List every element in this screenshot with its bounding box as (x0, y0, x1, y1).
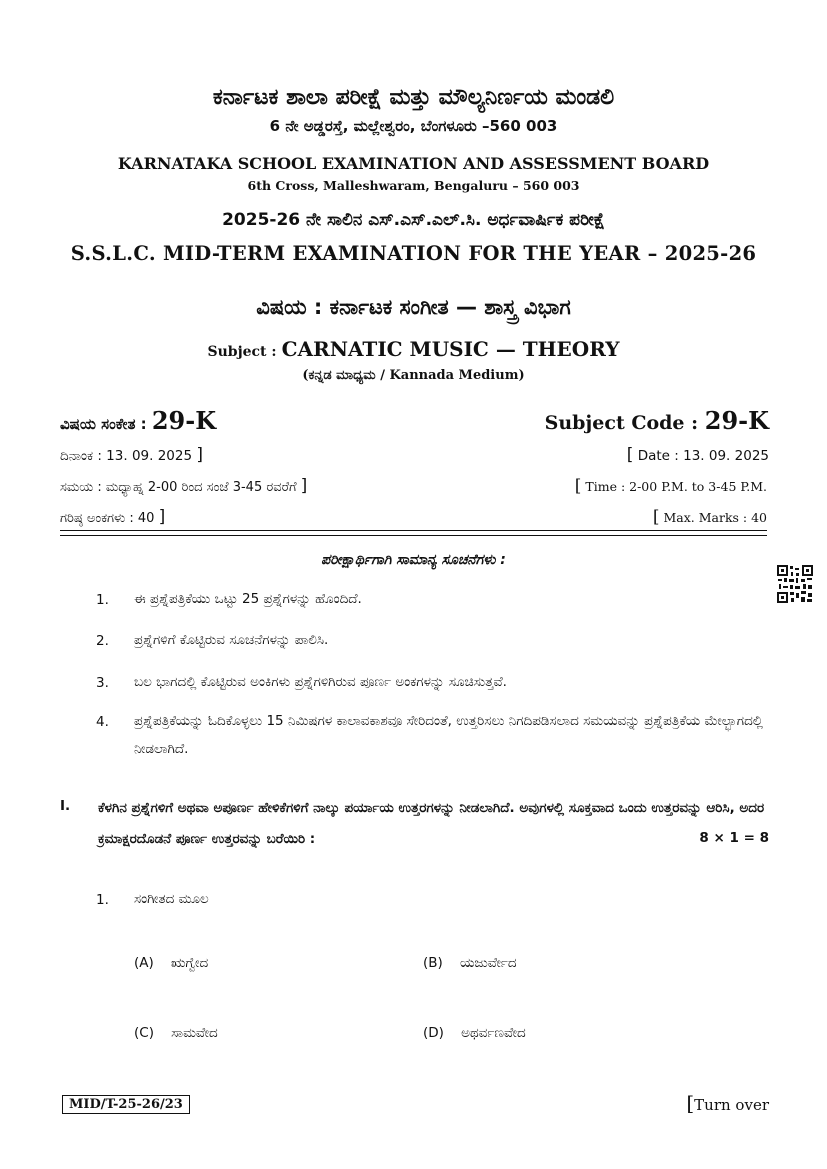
qr-code-icon (776, 564, 814, 604)
subject-english (0, 337, 827, 361)
turn-over-text: Turn over (694, 1096, 769, 1114)
paper-code: MID/T-25-26/23 (62, 1095, 190, 1114)
time-kannada-text: ಸಮಯ : ಮಧ್ಯಾಹ್ನ 2-00 ರಿಂದ ಸಂಜೆ 3-45 ರವರೆಗೆ (60, 480, 297, 495)
subject-value: CARNATIC MUSIC — THEORY (281, 337, 620, 361)
header-divider-top (60, 530, 767, 531)
instruction-text: ಪ್ರಶ್ನೆಗಳಿಗೆ ಕೊಟ್ಟಿರುವ ಸೂಚನೆಗಳನ್ನು ಪಾಲಿಸಿ. (134, 632, 329, 648)
option-text: ಯಜುರ್ವೇದ (459, 955, 517, 971)
date-kannada-text: ದಿನಾಂಕ : 13. 09. 2025 (60, 448, 193, 464)
date-english: [ Date : 13. 09. 2025 (626, 445, 769, 465)
option-label: (B) (423, 955, 443, 971)
instruction-number: 4. (96, 714, 109, 730)
subject-label: Subject : (207, 344, 277, 360)
time-english-text: Time : 2-00 P.M. to 3-45 P.M. (585, 479, 767, 494)
subject-code-kannada-label: ವಿಷಯ ಸಂಕೇತ : (60, 415, 147, 433)
header-divider-bottom (60, 535, 767, 536)
date-english-text: Date : 13. 09. 2025 (637, 448, 769, 464)
option-label: (A) (134, 955, 154, 971)
subject-code-english-value: 29-K (704, 406, 769, 435)
instruction-number: 2. (96, 633, 109, 649)
board-address-kannada: 6 ನೇ ಅಡ್ಡರಸ್ತೆ, ಮಲ್ಲೇಶ್ವರಂ, ಬೆಂಗಳೂರು –560 003 (269, 117, 558, 135)
instruction-text: ಈ ಪ್ರಶ್ನೆಪತ್ರಿಕೆಯು ಒಟ್ಟು 25 ಪ್ರಶ್ನೆಗಳನ್ನು ಹೊಂದಿದೆ. (134, 591, 362, 607)
question-text: ಸಂಗೀತದ ಮೂಲ (134, 891, 209, 907)
instruction-text: ಪ್ರಶ್ನೆಪತ್ರಿಕೆಯನ್ನು ಓದಿಕೊಳ್ಳಲು 15 ನಿಮಿಷಗಳ ಕಾಲಾವಕಾಶವೂ ಸೇರಿದಂತೆ, ಉತ್ತರಿಸಲು ನಿಗದಿಪಡಿಸಲಾದ ಸಮಯವನ್ನು ಪ್ರಶ್ನೆಪತ್ರಿಕೆಯ ಮೇಲ್ಭಾಗದಲ್ಲಿ ನೀಡಲಾಗಿದೆ. (134, 713, 763, 757)
question-number: 1. (96, 892, 109, 908)
time-english: [ Time : 2-00 P.M. to 3-45 P.M. (574, 476, 767, 496)
date-kannada: ದಿನಾಂಕ : 13. 09. 2025 ] (60, 445, 203, 465)
exam-title-english: S.S.L.C. MID-TERM EXAMINATION FOR THE YEAR – 2025-26 (70, 242, 757, 265)
time-kannada: ಸಮಯ : ಮಧ್ಯಾಹ್ನ 2-00 ರಿಂದ ಸಂಜೆ 3-45 ರವರೆಗೆ ] (60, 476, 308, 496)
instruction-number: 1. (96, 592, 109, 608)
option-c (134, 1025, 218, 1041)
board-name-kannada: ಕರ್ನಾಟಕ ಶಾಲಾ ಪರೀಕ್ಷೆ ಮತ್ತು ಮೌಲ್ಯನಿರ್ಣಯ ಮಂಡಲಿ (212, 85, 615, 110)
instruction-text: ಬಲ ಭಾಗದಲ್ಲಿ ಕೊಟ್ಟಿರುವ ಅಂಕಿಗಳು ಪ್ರಶ್ನೆಗಳಿಗಿರುವ ಪೂರ್ಣ ಅಂಕಗಳನ್ನು ಸೂಚಿಸುತ್ತವೆ. (134, 674, 507, 690)
subject-kannada: ವಿಷಯ : ಕರ್ನಾಟಕ ಸಂಗೀತ — ಶಾಸ್ತ್ರ ವಿಭಾಗ (256, 295, 571, 319)
board-name-english: KARNATAKA SCHOOL EXAMINATION AND ASSESSMENT BOARD (117, 154, 710, 173)
turn-over-label: [Turn over (686, 1091, 769, 1115)
option-text: ಋಗ್ವೇದ (170, 955, 209, 971)
board-address-english: 6th Cross, Malleshwaram, Bengaluru – 560 003 (247, 178, 580, 193)
option-d (423, 1025, 526, 1041)
max-marks-english-text: Max. Marks : 40 (663, 510, 767, 525)
medium-label: (ಕನ್ನಡ ಮಾಧ್ಯಮ / Kannada Medium) (302, 368, 525, 383)
section-instruction: ಕೆಳಗಿನ ಪ್ರಶ್ನೆಗಳಿಗೆ ಅಥವಾ ಅಪೂರ್ಣ ಹೇಳಿಕೆಗಳಿಗೆ ನಾಲ್ಕು ಪರ್ಯಾಯ ಉತ್ತರಗಳನ್ನು ನೀಡಲಾಗಿದೆ. ಅವುಗಳಲ್ಲಿ ಸೂಕ್ತವಾದ ಒಂದು ಉತ್ತರವನ್ನು ಆರಿಸಿ, ಅದರ ಕ್ರಮಾಕ್ಷರದೊಡನೆ ಪೂರ್ಣ ಉತ್ತರವನ್ನು ಬರೆಯಿರಿ : (98, 800, 765, 847)
option-b (423, 955, 517, 971)
subject-code-english-label: Subject Code : (544, 412, 699, 434)
option-text: ಸಾಮವೇದ (171, 1025, 218, 1041)
subject-code-kannada-value: 29-K (151, 406, 217, 435)
exam-title-kannada: 2025-26 ನೇ ಸಾಲಿನ ಎಸ್.ಎಸ್.ಎಲ್.ಸಿ. ಅರ್ಧವಾರ್ಷಿಕ ಪರೀಕ್ಷೆ (222, 210, 605, 230)
subject-code-english (545, 406, 769, 435)
option-label: (C) (134, 1025, 154, 1041)
option-a (134, 955, 208, 971)
max-marks-kannada: ಗರಿಷ್ಠ ಅಂಕಗಳು : 40 ] (60, 507, 166, 527)
section-marks: 8 × 1 = 8 (699, 830, 769, 846)
instruction-number: 3. (96, 675, 109, 691)
max-marks-english: [ Max. Marks : 40 (652, 507, 767, 527)
instructions-heading: ಪರೀಕ್ಷಾರ್ಥಿಗಾಗಿ ಸಾಮಾನ್ಯ ಸೂಚನೆಗಳು : (321, 552, 506, 568)
option-text: ಅಥರ್ವಣವೇದ (461, 1025, 526, 1041)
section-number: I. (60, 798, 71, 814)
max-marks-kannada-text: ಗರಿಷ್ಠ ಅಂಕಗಳು : 40 (60, 511, 155, 526)
subject-code-kannada (60, 406, 216, 435)
option-label: (D) (423, 1025, 444, 1041)
